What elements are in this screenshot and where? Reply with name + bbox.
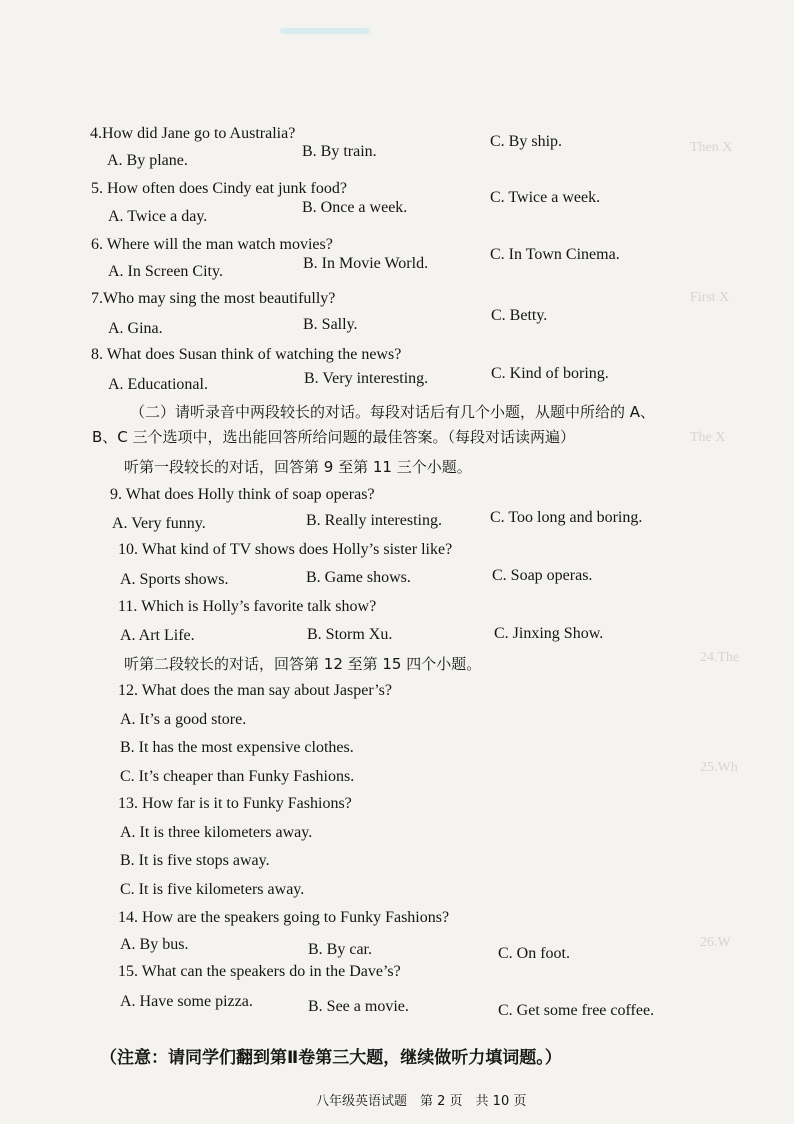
question-11-option-a: A. Art Life. <box>120 627 195 644</box>
question-6-stem: 6. Where will the man watch movies? <box>91 236 333 253</box>
question-6-option-b: B. In Movie World. <box>303 255 429 272</box>
question-8-stem: 8. What does Susan think of watching the news? <box>91 346 402 363</box>
question-9-option-b: B. Really interesting. <box>306 512 442 529</box>
question-8-option-b: B. Very interesting. <box>304 370 429 387</box>
question-9-option-c: C. Too long and boring. <box>490 509 643 526</box>
bleed-through-text: 24.The <box>700 650 740 665</box>
question-15-stem: 15. What can the speakers do in the Dave’s? <box>118 963 401 980</box>
question-13-option-a: A. It is three kilometers away. <box>120 824 313 841</box>
question-8-option-c: C. Kind of boring. <box>491 365 609 382</box>
question-6-option-a: A. In Screen City. <box>108 263 223 280</box>
question-15-option-c: C. Get some free coffee. <box>498 1002 655 1019</box>
bleed-through-text: 26.W <box>700 935 731 950</box>
question-10-option-c: C. Soap operas. <box>492 567 593 584</box>
question-12-stem: 12. What does the man say about Jasper’s? <box>118 682 393 699</box>
scan-mark <box>280 28 370 34</box>
question-7-stem: 7.Who may sing the most beautifully? <box>91 290 336 307</box>
bleed-through-text: The X <box>690 430 726 445</box>
question-5-option-b: B. Once a week. <box>302 199 408 216</box>
question-7-option-c: C. Betty. <box>491 307 548 324</box>
question-15-option-a: A. Have some pizza. <box>120 993 253 1010</box>
question-11-stem: 11. Which is Holly’s favorite talk show? <box>118 598 377 615</box>
question-12-option-b: B. It has the most expensive clothes. <box>120 739 354 756</box>
question-9-stem: 9. What does Holly think of soap operas? <box>110 486 375 503</box>
question-8-option-a: A. Educational. <box>108 376 208 393</box>
question-9-option-a: A. Very funny. <box>112 515 206 532</box>
listening-note: （注意：请同学们翻到第Ⅱ卷第三大题，继续做听力填词题。） <box>100 1048 562 1068</box>
question-10-option-b: B. Game shows. <box>306 569 411 586</box>
question-11-option-c: C. Jinxing Show. <box>494 625 604 642</box>
question-4-option-c: C. By ship. <box>490 133 563 150</box>
question-5-stem: 5. How often does Cindy eat junk food? <box>91 180 347 197</box>
question-5-option-a: A. Twice a day. <box>108 208 208 225</box>
dialog-1-intro: 听第一段较长的对话，回答第 9 至第 11 三个小题。 <box>124 458 472 476</box>
question-13-stem: 13. How far is it to Funky Fashions? <box>118 795 352 812</box>
question-14-option-a: A. By bus. <box>120 936 189 953</box>
question-12-option-a: A. It’s a good store. <box>120 711 247 728</box>
question-4-option-a: A. By plane. <box>107 152 188 169</box>
question-7-option-b: B. Sally. <box>303 316 358 333</box>
question-4-stem: 4.How did Jane go to Australia? <box>90 125 296 142</box>
question-12-option-c: C. It’s cheaper than Funky Fashions. <box>120 768 355 785</box>
section-2-instruction-line2: B、C 三个选项中，选出能回答所给问题的最佳答案。（每段对话读两遍） <box>92 428 576 446</box>
question-11-option-b: B. Storm Xu. <box>307 626 393 643</box>
bleed-through-text: Then X <box>690 140 733 155</box>
question-10-option-a: A. Sports shows. <box>120 571 229 588</box>
question-5-option-c: C. Twice a week. <box>490 189 601 206</box>
question-13-option-b: B. It is five stops away. <box>120 852 270 869</box>
question-4-option-b: B. By train. <box>302 143 377 160</box>
question-7-option-a: A. Gina. <box>108 320 163 337</box>
question-14-option-c: C. On foot. <box>498 945 570 962</box>
bleed-through-text: First X <box>690 290 730 305</box>
dialog-2-intro: 听第二段较长的对话，回答第 12 至第 15 四个小题。 <box>124 655 482 673</box>
question-6-option-c: C. In Town Cinema. <box>490 246 620 263</box>
question-10-stem: 10. What kind of TV shows does Holly’s sister like? <box>118 541 453 558</box>
question-15-option-b: B. See a movie. <box>308 998 409 1015</box>
question-14-option-b: B. By car. <box>308 941 372 958</box>
bleed-through-text: 25.Wh <box>700 760 738 775</box>
question-14-stem: 14. How are the speakers going to Funky Fashions? <box>118 909 450 926</box>
section-2-instruction-line1: （二）请听录音中两段较长的对话。每段对话后有几个小题，从题中所给的 A、 <box>130 403 656 421</box>
page-footer: 八年级英语试题 第 2 页 共 10 页 <box>316 1094 527 1109</box>
question-13-option-c: C. It is five kilometers away. <box>120 881 305 898</box>
